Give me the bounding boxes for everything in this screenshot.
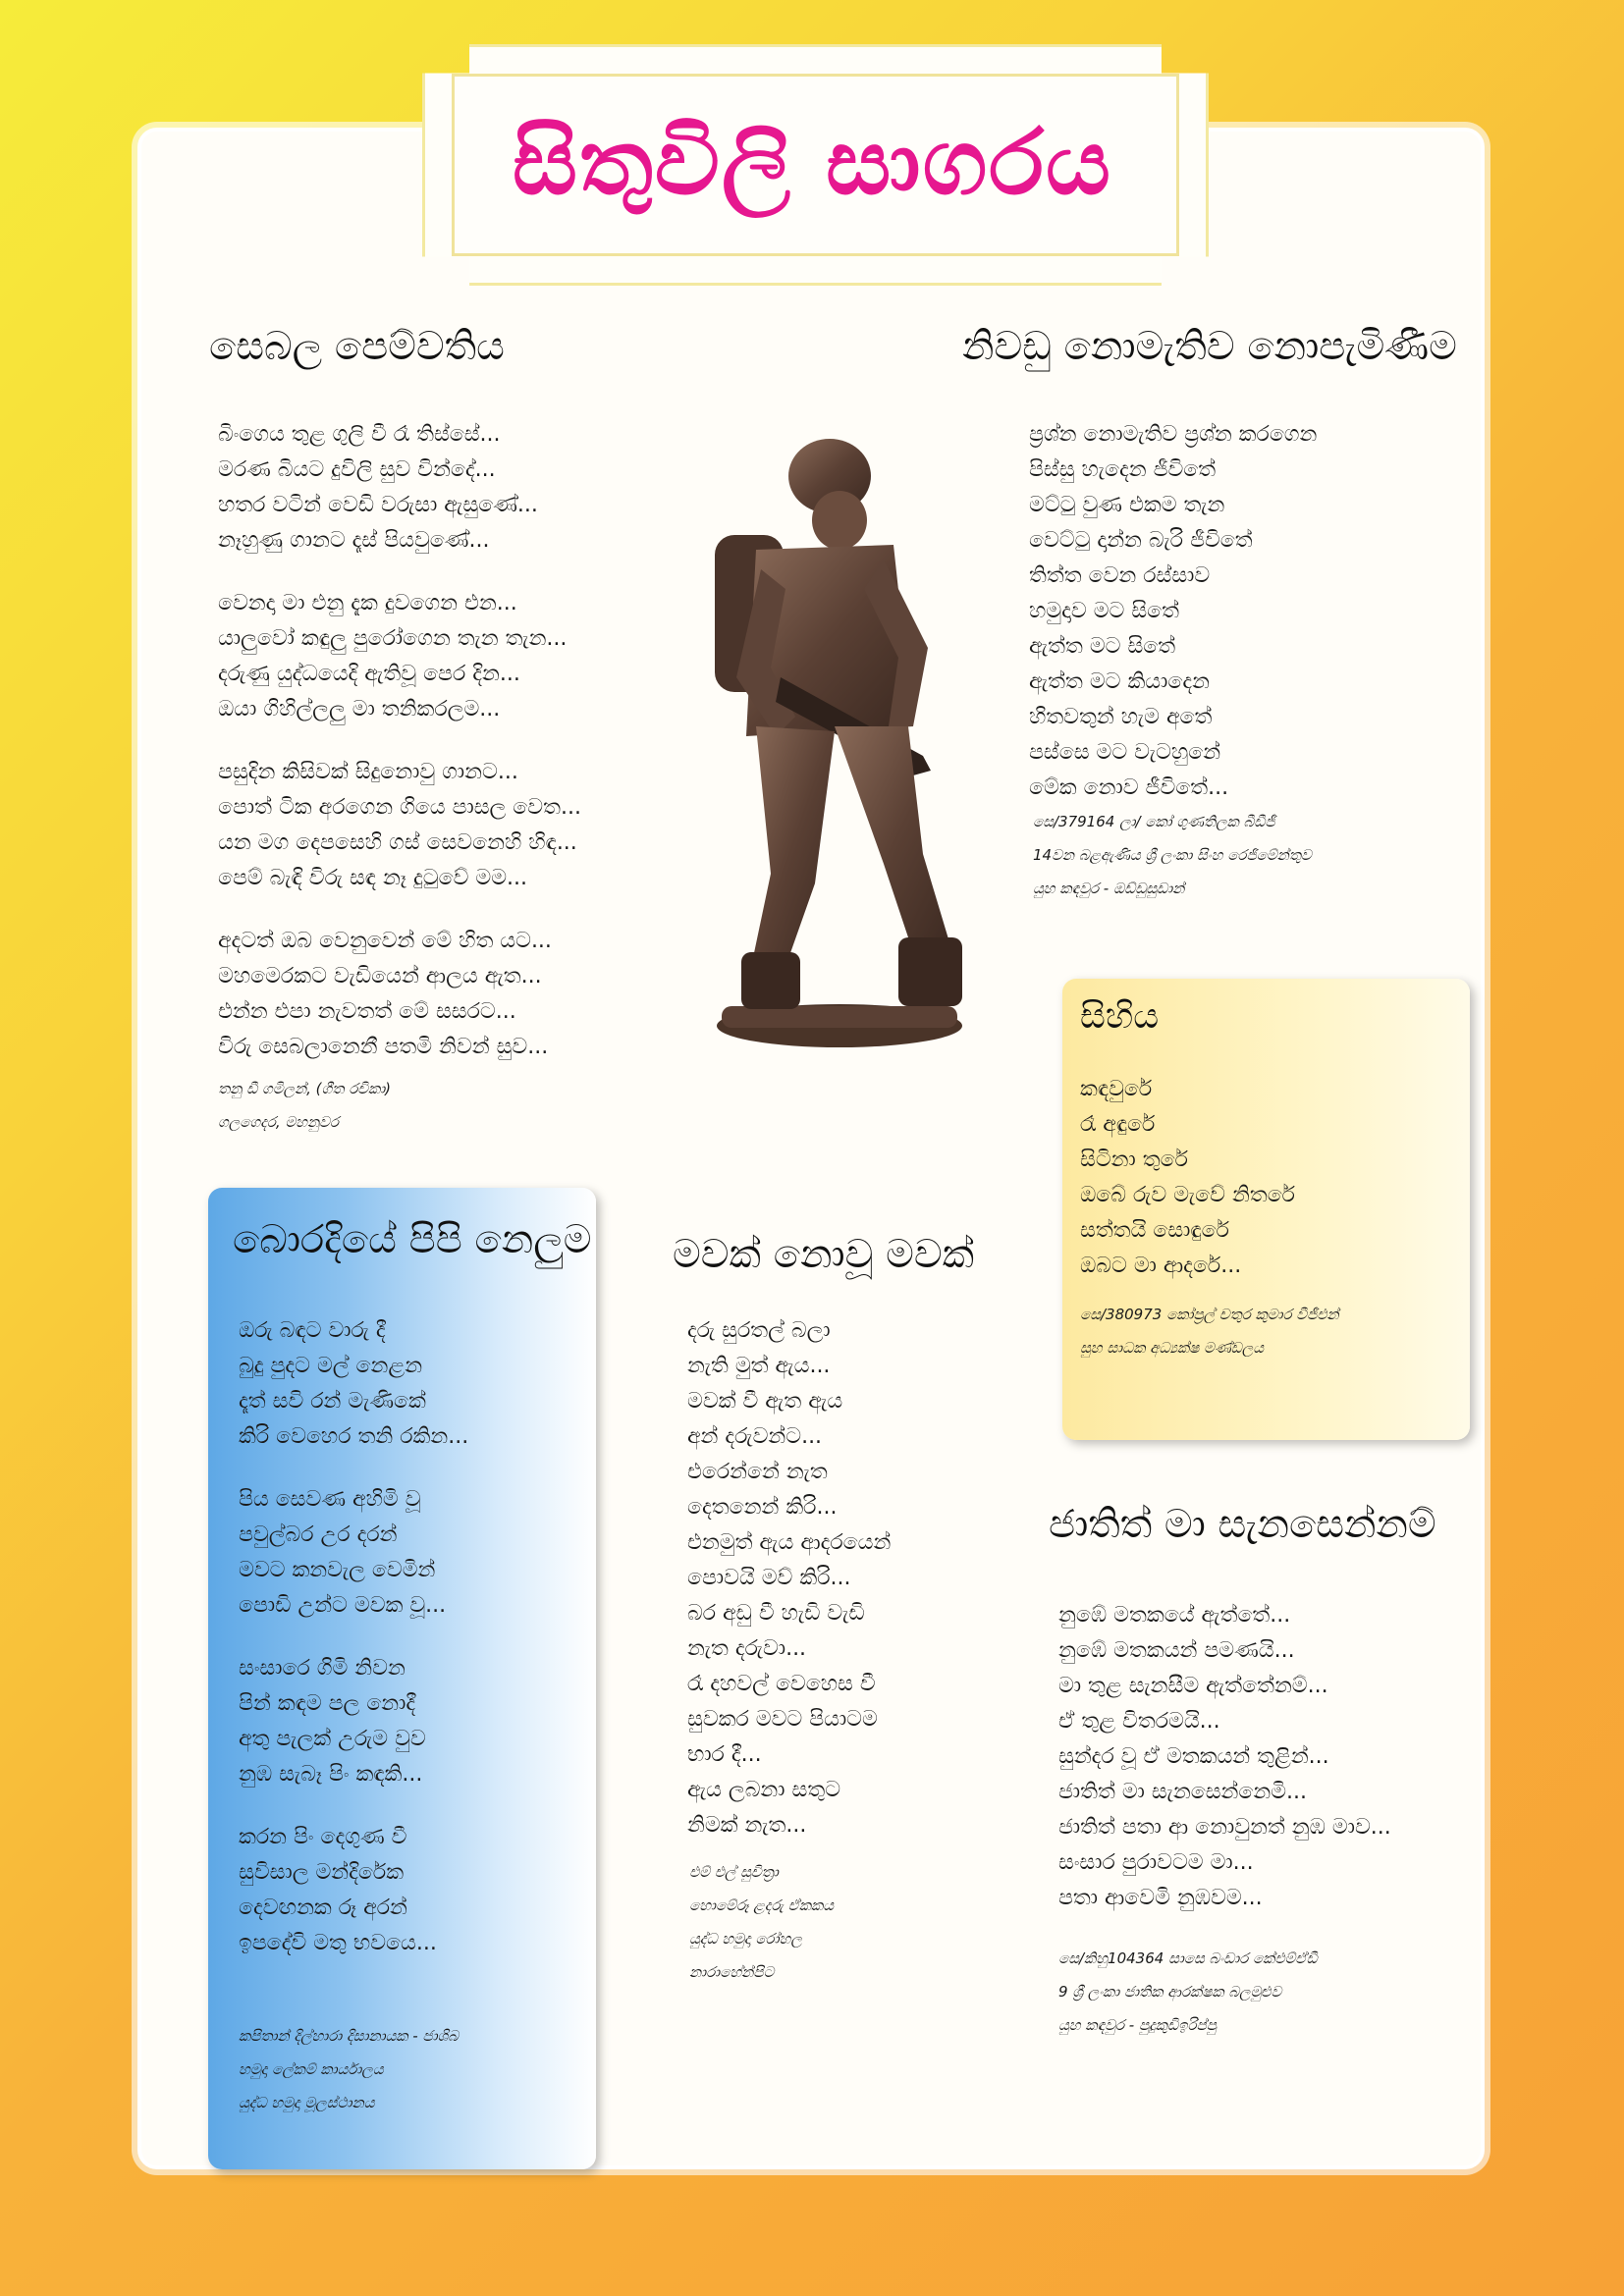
poem-line: අන් දරුවන්ට... bbox=[687, 1424, 823, 1449]
poem-line: යන මග දෙපසෙහි ගස් සෙවනෙහි හිඳ... bbox=[218, 830, 577, 855]
credit-line: 9 ශ්‍රී ලංකා ජාතික ආරක්ෂක බලමුළුව bbox=[1058, 1983, 1282, 2001]
poem-line: දෙවඟනක රූ අරන් bbox=[239, 1896, 407, 1920]
poem-line: කිරි වෙහෙර තනි රකින... bbox=[239, 1424, 469, 1449]
poem-line: ඒ තුළ විතරමයි... bbox=[1058, 1709, 1220, 1734]
credit-line: සෙ/කිහු104364 සාසෙ බංඩාර කේඑම්ඒඩී bbox=[1058, 1949, 1318, 1967]
poem-line: පසුදින කිසිවක් සිදුනොවු ගානට... bbox=[218, 760, 518, 784]
poem-line: හමුදාව මට සිතේ bbox=[1029, 599, 1180, 623]
credit-line: යුද්ධ හමුදා මූලස්ථානය bbox=[239, 2094, 375, 2111]
poem-line: මරණ බියට දුවිලි සුව වින්දේ... bbox=[218, 457, 496, 482]
credit-line: හමුදා ලේකම් කාර්යාලය bbox=[239, 2060, 384, 2078]
poem-line: දෑත් සවි රන් මැණිකේ bbox=[239, 1389, 426, 1414]
poem-line: අදටත් ඔබ වෙනුවෙන් මේ හිත යට... bbox=[218, 929, 552, 953]
poem2-credit bbox=[1033, 805, 1312, 905]
poem1-credit bbox=[218, 1072, 391, 1139]
credit-line: හොමේරූ ළදරු ඒකකය bbox=[689, 1896, 834, 1914]
poem1-title: සෙබල පෙම්වතිය bbox=[209, 324, 505, 369]
credit-line: සෙ/380973 කෝප්‍රල් චතුර කුමාර වීජීඑන් bbox=[1080, 1306, 1339, 1323]
poem-line: එන්න එපා නැවතත් මේ සසරට... bbox=[218, 999, 516, 1024]
poem-line: නුඹ සැබෑ පිං කඳකි... bbox=[239, 1762, 423, 1787]
poem-line: වෙනදා මා එනු දැක දුවගෙන එන... bbox=[218, 591, 517, 615]
credit-line: යුහ කඳවුර - පුදුකුඩිඉරිප්පු bbox=[1058, 2016, 1217, 2034]
poem6-body bbox=[1058, 1598, 1391, 1944]
poem-line: දෙතනෙන් කිරි... bbox=[687, 1495, 838, 1520]
poem4-credit bbox=[239, 2019, 459, 2119]
poem-line: දරුණු යුද්ධයෙදි ඇතිවූ පෙර දින... bbox=[218, 662, 520, 686]
poem-line: පින් කඳම පල නොදී bbox=[239, 1691, 416, 1716]
credit-line: යුද්ධ හමුදා රෝහල bbox=[689, 1930, 802, 1948]
poem-line: ඇත්ත මට සිතේ bbox=[1029, 634, 1176, 659]
poem-line: පස්සෙ මට වැටහුනේ bbox=[1029, 740, 1221, 765]
poem-line: මවට කනවැල වෙමින් bbox=[239, 1558, 436, 1582]
credit-line: තනු ඩී ගමිලන්, (ගීත රචිකා) bbox=[218, 1080, 392, 1097]
poem-line: ප්‍රශ්න නොමැතිව ප්‍රශ්න කරගෙන bbox=[1029, 422, 1318, 447]
poem-line: පිස්සු හැදෙන ජීවිතේ bbox=[1029, 457, 1217, 482]
credit-line: 14වන බළඇණිය ශ්‍රී ලංකා සිංහ රෙජිමේන්තුව bbox=[1033, 846, 1312, 864]
poem-line: නැත දරුවා... bbox=[687, 1636, 807, 1661]
poem-line: ඉපදේවි මතු භවයෙ... bbox=[239, 1931, 437, 1955]
poem6-title: ජාතිත් මා සැනසෙන්නම් bbox=[1049, 1502, 1436, 1547]
poem-line: පොඩි උන්ට මවක වූ... bbox=[239, 1593, 447, 1618]
poem-line: සුවකර මවට පියාටම bbox=[687, 1707, 878, 1732]
poem-line: සංසාර පුරාවටම මා... bbox=[1058, 1850, 1254, 1875]
poem5-body bbox=[687, 1313, 891, 1871]
poem4-title: බොරදියේ පිපි නෙලුම bbox=[233, 1217, 592, 1262]
poem-line: නුඹේ මතකයන් පමණයි... bbox=[1058, 1638, 1295, 1663]
poem-line: වෙට්ටු දාන්න බැරි ජීවිතේ bbox=[1029, 528, 1253, 553]
poem-line: නැති මුත් ඇය... bbox=[687, 1354, 831, 1378]
credit-line: සෙ/379164 ලා/ කෝ ගුණතිලක බීඩීජී bbox=[1033, 813, 1275, 830]
poem6-credit bbox=[1058, 1942, 1318, 2042]
poem-line: බර අඩු වී හැඩි වැඩි bbox=[687, 1601, 865, 1626]
poem-line: නිමක් නැත... bbox=[687, 1813, 807, 1838]
poem-line: ඔබට මා ආදරේ... bbox=[1080, 1254, 1242, 1278]
poem1-body bbox=[218, 417, 581, 1093]
poem3-body bbox=[1080, 1072, 1295, 1311]
poem-line: ඇය ලබනා සතුට bbox=[687, 1778, 841, 1802]
poem3-title: සිහිය bbox=[1080, 996, 1160, 1037]
poem-line: ඇත්ත මට කියාදෙන bbox=[1029, 669, 1210, 694]
poem-line: යාලුවෝ කඳුලු පුරෝගෙන තැන තැන... bbox=[218, 626, 568, 651]
poem-line: භාර දී... bbox=[687, 1742, 762, 1767]
poem-line: අතු පැලක් උරුම වුව bbox=[239, 1727, 426, 1751]
poem-line: සිටිනා තුරේ bbox=[1080, 1148, 1188, 1172]
poem-line: නුඹේ මතකයේ ඇත්තේ... bbox=[1058, 1603, 1291, 1628]
poem-line: මා තුළ සැනසීම ඇත්තේනම්... bbox=[1058, 1674, 1328, 1698]
poem3-credit bbox=[1080, 1298, 1339, 1364]
poem-line: මහමෙරකට වැඩියෙන් ආලය ඇත... bbox=[218, 964, 542, 988]
poem-line: පතා ආවෙමි නුඹවම... bbox=[1058, 1886, 1263, 1910]
poem-line: එනමුත් ඇය ආදරයෙන් bbox=[687, 1530, 892, 1555]
poem-line: පවුල්බර උර දරන් bbox=[239, 1522, 398, 1547]
poem-line: හතර වටින් වෙඩි වරුසා ඇසුණේ... bbox=[218, 493, 538, 517]
poem2-body bbox=[1029, 417, 1317, 833]
poem-line: කඳවුරේ bbox=[1080, 1077, 1153, 1101]
poem-line: එරෙන්නේ නැත bbox=[687, 1460, 828, 1484]
poem-line: පෙම් බැඳි විරු සඳ නෑ දුටුවේ මම... bbox=[218, 866, 527, 890]
poem-line: පොත් ටික අරගෙන ගියෙ පාසල වෙත... bbox=[218, 795, 581, 820]
poem-line: විරු සෙබලානෙනී පතමි නිවන් සුව... bbox=[218, 1035, 549, 1059]
poem-line: ඔබේ රුව මැවේ නිතරේ bbox=[1080, 1183, 1295, 1207]
poem-line: බුදු පුදට මල් නෙළන bbox=[239, 1354, 423, 1378]
poem5-credit bbox=[689, 1855, 834, 1989]
poem2-title: නිවඩු නොමැතිව නොපැමිණීම bbox=[962, 324, 1457, 369]
poem-line: තිත්ත වෙන රස්සාව bbox=[1029, 563, 1211, 588]
poem-line: සුන්දර වූ ඒ මතකයන් තුළින්... bbox=[1058, 1744, 1329, 1769]
credit-line: නාරාහේන්පිට bbox=[689, 1963, 775, 1981]
soldier-statue-image bbox=[668, 432, 1011, 1050]
magazine-title: සිතුවිලි සාගරය bbox=[512, 109, 1113, 215]
poem-line: ඔයා ගිහිල්ලලු මා තනිකරලම... bbox=[218, 697, 501, 721]
poem4-body bbox=[239, 1313, 468, 1989]
poem-line: සංසාරෙ ගිමි නිවන bbox=[239, 1656, 406, 1681]
credit-line: ගලගෙදර, මහනුවර bbox=[218, 1113, 339, 1131]
poem-line: කරන පිං දෙගුණ වී bbox=[239, 1825, 407, 1849]
poem-line: පිය සෙවණ අහිමි වූ bbox=[239, 1487, 421, 1512]
poem-line: මේක නොව ජීවිතේ... bbox=[1029, 775, 1229, 800]
poem-line: හිතවතුන් හැම අතේ bbox=[1029, 705, 1213, 729]
poem-line: දරු සුරතල් බලා bbox=[687, 1318, 831, 1343]
poem-line: පොවයි මව් කිරි... bbox=[687, 1566, 851, 1590]
credit-line: එම් එල් සුචිත්‍රා bbox=[689, 1863, 779, 1881]
poem-line: ජාතිත් පතා ආ නොවුනත් නුඹ මාව... bbox=[1058, 1815, 1391, 1840]
poem-line: රෑ දහවල් වෙහෙස වී bbox=[687, 1672, 876, 1696]
poem5-title: මවක් නොවූ මවක් bbox=[673, 1232, 975, 1277]
credit-line: සුහ සාධක අධ්‍යක්ෂ මණ්ඩලය bbox=[1080, 1339, 1265, 1357]
poem-line: මට්ටු වුණ එකම තැන bbox=[1029, 493, 1225, 517]
poem-line: ජාතිත් මා සැනසෙන්නෙමි... bbox=[1058, 1780, 1308, 1804]
poem-line: මවක් වී ඇත ඇය bbox=[687, 1389, 843, 1414]
poem-line: නෑහුණු ගානට දෑස් පියවුණේ... bbox=[218, 528, 490, 553]
poem-line: සත්තයි සොඳුරේ bbox=[1080, 1218, 1229, 1243]
poem-line: ඔරු බඳට වාරු දී bbox=[239, 1318, 386, 1343]
credit-line: යුහ කඳවුර - ඔඩ්ඩුසුඩාන් bbox=[1033, 880, 1185, 897]
poem-line: බිංගෙය තුළ ගුලි වී රෑ තිස්සේ... bbox=[218, 422, 501, 447]
poem-line: සුවිසාල මන්දිරේක bbox=[239, 1860, 405, 1885]
credit-line: කපිතාන් දිල්හාරා දිසානායක - ජාශිබ bbox=[239, 2027, 459, 2045]
poem-line: රෑ අඳුරේ bbox=[1080, 1112, 1156, 1137]
